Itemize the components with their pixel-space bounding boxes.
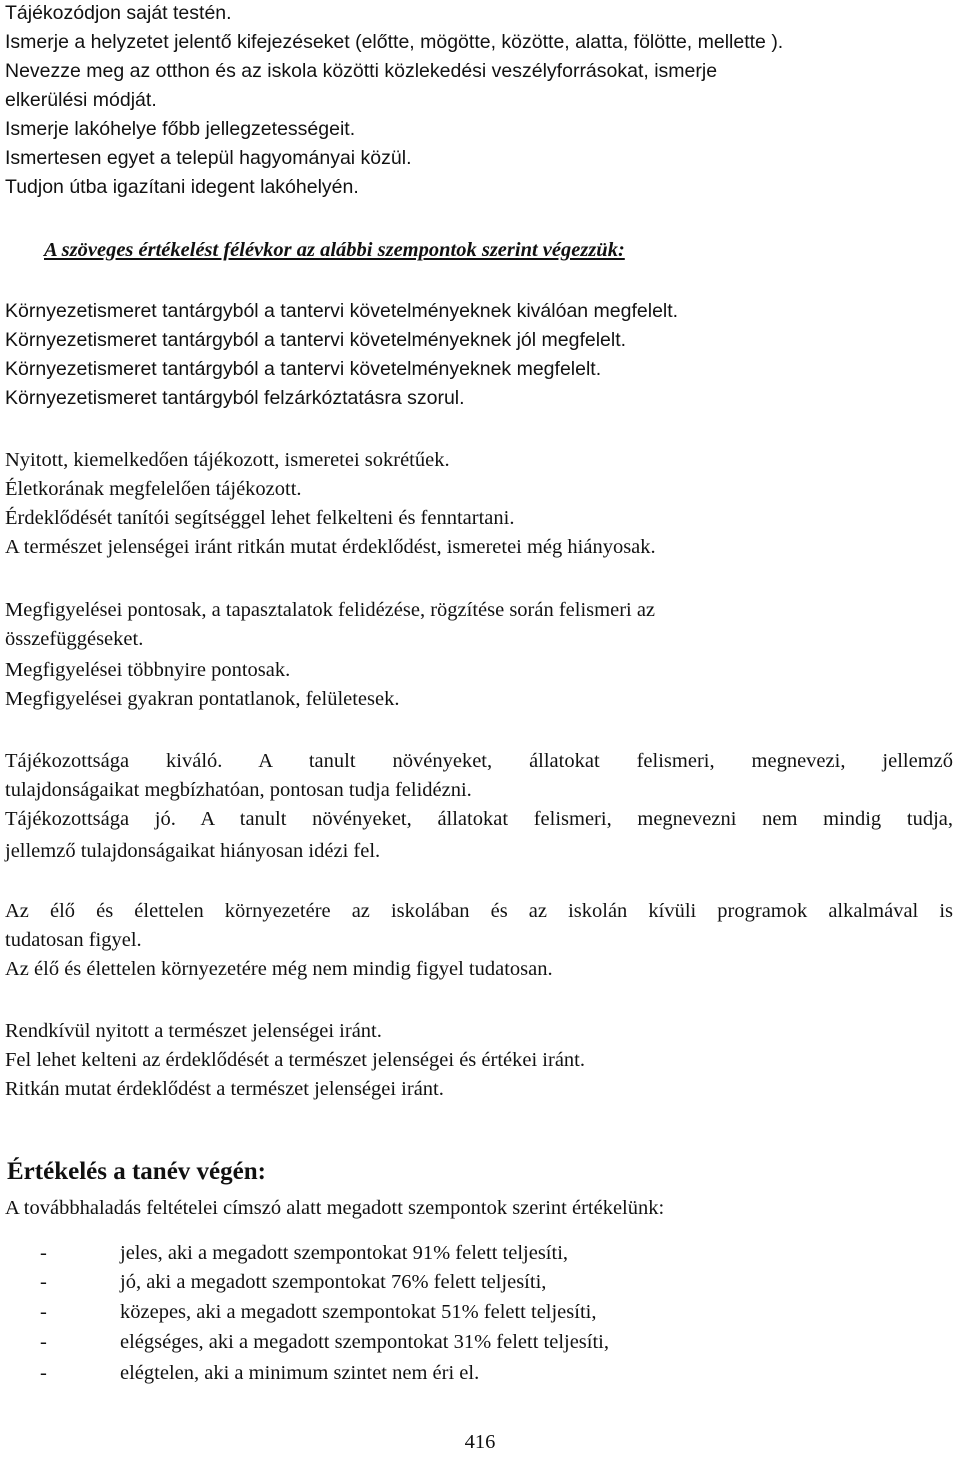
list-dash: - [40, 1242, 47, 1264]
criterion-line: Környezetismeret tantárgyból felzárkóztatásra szorul. [5, 387, 465, 409]
list-dash: - [40, 1301, 47, 1323]
criterion-line: tudatosan figyel. [5, 929, 142, 951]
criterion-line: Környezetismeret tantárgyból a tantervi követelményeknek kiválóan megfelelt. [5, 300, 679, 322]
midyear-heading: A szöveges értékelést félévkor az alábbi szempontok szerint végezzük: [44, 239, 625, 261]
yearend-intro: A továbbhaladás feltételei címszó alatt megadott szempontok szerint értékelünk: [5, 1197, 665, 1219]
requirement-line: Ismertesen egyet a települ hagyományai közül. [5, 147, 412, 169]
requirement-line: Nevezze meg az otthon és az iskola közötti közlekedési veszélyforrásokat, ismerje [5, 60, 718, 82]
grade-text: jeles, aki a megadott szempontokat 91% felett teljesíti, [120, 1242, 569, 1264]
criterion-line: Környezetismeret tantárgyból a tantervi követelményeknek jól megfelelt. [5, 329, 627, 351]
grade-text: közepes, aki a megadott szempontokat 51% felett teljesíti, [120, 1301, 597, 1323]
criterion-line: Életkorának megfelelően tájékozott. [5, 478, 302, 500]
criterion-line: Az élő és élettelen környezetére az iskolában és az iskolán kívüli programok alkalmával is [5, 900, 953, 922]
criterion-line: jellemző tulajdonságaikat hiányosan idézi fel. [5, 840, 381, 862]
requirement-line: Ismerje a helyzetet jelentő kifejezéseket (előtte, mögötte, közötte, alatta, fölötte, mellette ). [5, 31, 784, 53]
criterion-line: Megfigyelései többnyire pontosak. [5, 659, 291, 681]
grade-text: elégséges, aki a megadott szempontokat 31% felett teljesíti, [120, 1331, 609, 1353]
requirement-line: Ismerje lakóhelye főbb jellegzetességeit. [5, 118, 356, 140]
criterion-line: Tájékozottsága kiváló. A tanult növényeket, állatokat felismeri, megnevezi, jellemző [5, 750, 953, 772]
criterion-line: Tájékozottsága jó. A tanult növényeket, állatokat felismeri, megnevezni nem mindig tudja, [5, 808, 953, 830]
criterion-line: tulajdonságaikat megbízhatóan, pontosan tudja felidézni. [5, 779, 472, 801]
criterion-line: Megfigyelései gyakran pontatlanok, felületesek. [5, 688, 400, 710]
criterion-line: Környezetismeret tantárgyból a tantervi követelményeknek megfelelt. [5, 358, 602, 380]
criterion-line: Rendkívül nyitott a természet jelenségei iránt. [5, 1020, 382, 1042]
criterion-line: Megfigyelései pontosak, a tapasztalatok felidézése, rögzítése során felismeri az [5, 599, 656, 621]
grade-text: jó, aki a megadott szempontokat 76% felett teljesíti, [120, 1271, 547, 1293]
criterion-line: Az élő és élettelen környezetére még nem mindig figyel tudatosan. [5, 958, 553, 980]
requirement-line: elkerülési módját. [5, 89, 157, 111]
requirement-line: Tudjon útba igazítani idegent lakóhelyén. [5, 176, 359, 198]
criterion-line: Érdeklődését tanítói segítséggel lehet felkelteni és fenntartani. [5, 507, 515, 529]
criterion-line: Ritkán mutat érdeklődést a természet jelenségei iránt. [5, 1078, 444, 1100]
list-dash: - [40, 1362, 47, 1384]
page-number: 416 [464, 1431, 496, 1453]
criterion-line: Nyitott, kiemelkedően tájékozott, ismeretei sokrétűek. [5, 449, 450, 471]
list-dash: - [40, 1331, 47, 1353]
criterion-line: A természet jelenségei iránt ritkán mutat érdeklődést, ismeretei még hiányosak. [5, 536, 656, 558]
criterion-line: összefüggéseket. [5, 628, 144, 650]
criterion-line: Fel lehet kelteni az érdeklődését a természet jelenségei és értékei iránt. [5, 1049, 585, 1071]
list-dash: - [40, 1271, 47, 1293]
requirement-line: Tájékozódjon saját testén. [5, 2, 232, 24]
grade-text: elégtelen, aki a minimum szintet nem éri el. [120, 1362, 480, 1384]
yearend-heading: Értékelés a tanév végén: [7, 1158, 266, 1185]
